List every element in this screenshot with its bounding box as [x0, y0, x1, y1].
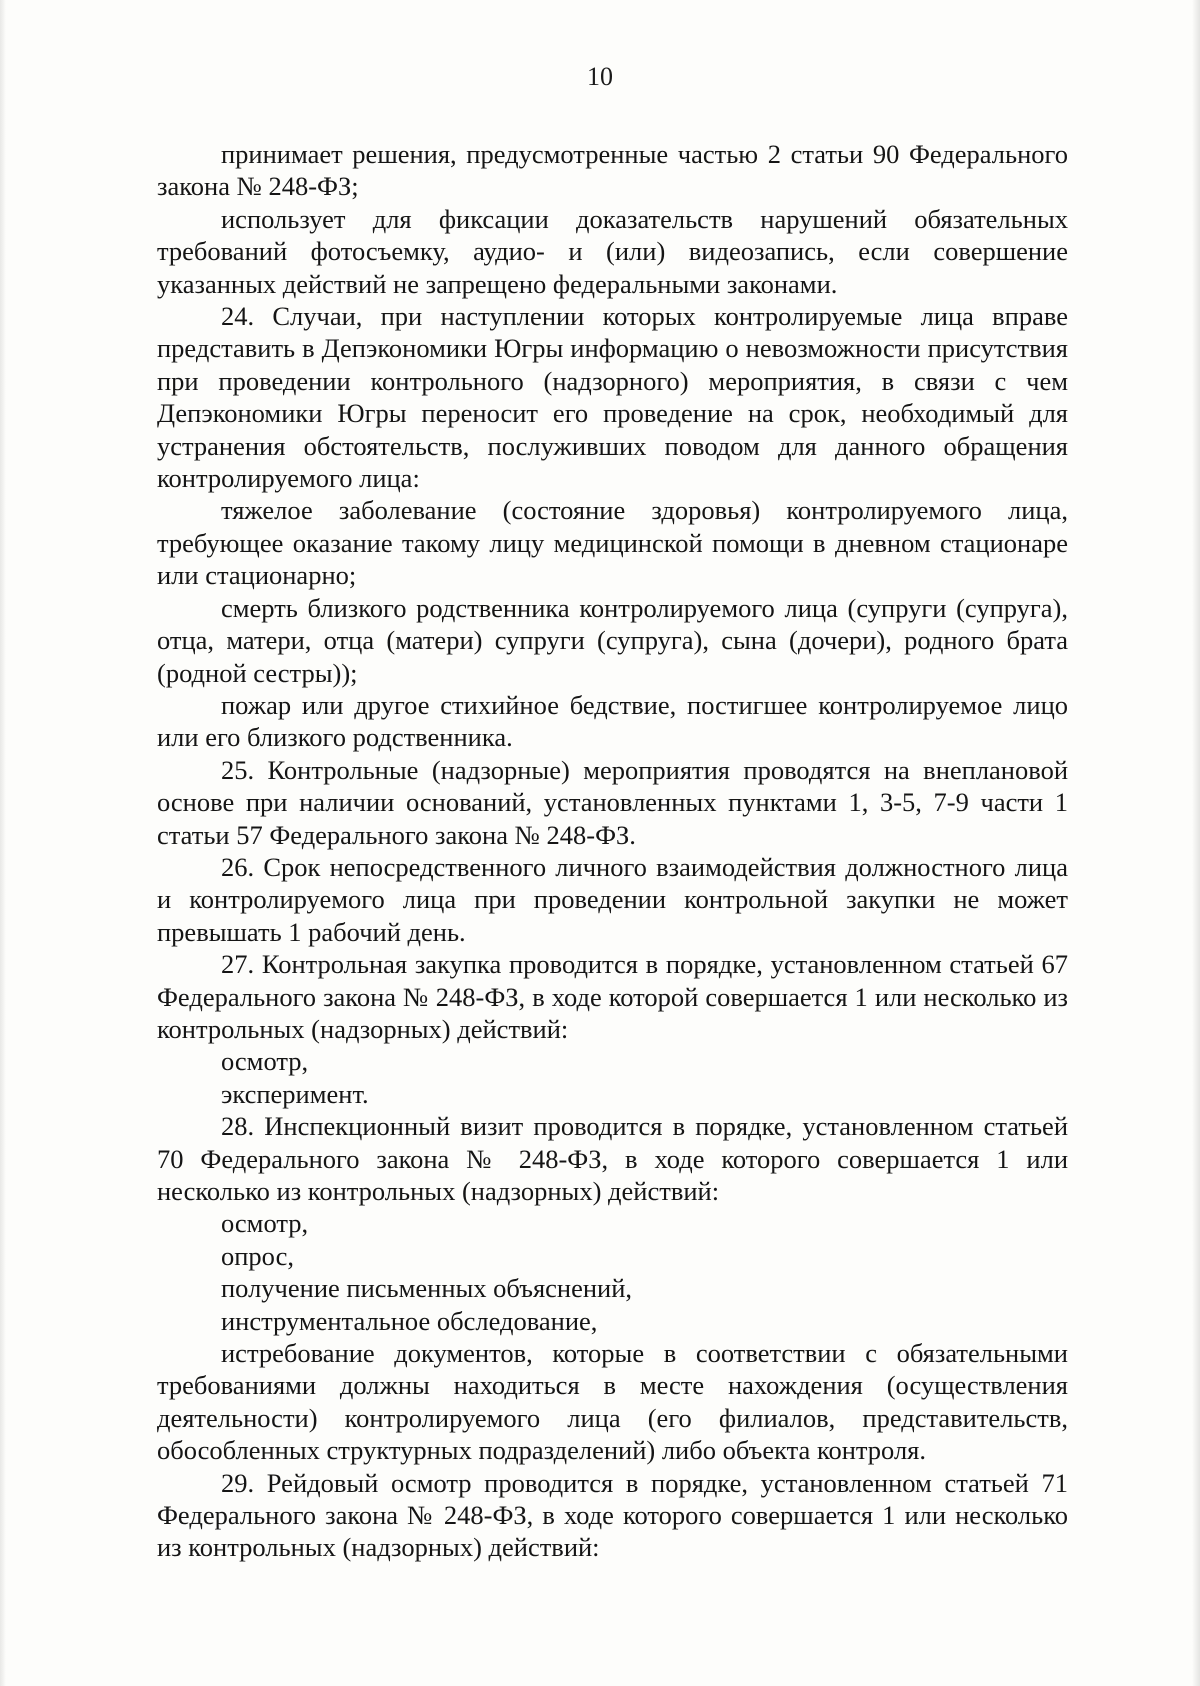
- list-item: получение письменных объяснений,: [221, 1273, 633, 1304]
- paragraph: 25. Контрольные (надзорные) мероприятия проводятся на внеплановой основе при наличии оснований, установленных пунктами 1, 3-5, 7-9 части 1 статьи 57 Федерального закона № 248-ФЗ.: [157, 754, 1068, 850]
- page-number: 10: [587, 62, 613, 91]
- paragraph: принимает решения, предусмотренные частью 2 статьи 90 Федерального закона № 248-ФЗ;: [157, 139, 1068, 202]
- document-body: [157, 138, 1068, 1564]
- paragraph: истребование документов, которые в соответствии с обязательными требованиями должны находиться в месте нахождения (осуществления деятельности) контролируемого лица (его филиалов, представительств, обособленных структурных подразделений) либо объекта контроля.: [157, 1338, 1068, 1466]
- list-item: осмотр,: [221, 1208, 309, 1239]
- paragraph: 27. Контрольная закупка проводится в порядке, установленном статьей 67 Федерального закона № 248-ФЗ, в ходе которой совершается 1 или несколько из контрольных (надзорных) действий:: [157, 949, 1068, 1044]
- paragraph: тяжелое заболевание (состояние здоровья) контролируемого лица, требующее оказание такому лицу медицинской помощи в дневном стационаре или стационарно;: [157, 495, 1068, 591]
- paragraph: 28. Инспекционный визит проводится в порядке, установленном статьей 70 Федерального закона № 248-ФЗ, в ходе которого совершается 1 или несколько из контрольных (надзорных) действий:: [157, 1111, 1068, 1206]
- scan-edge-right: [1192, 0, 1200, 1686]
- list-item: опрос,: [221, 1240, 294, 1271]
- paragraph: пожар или другое стихийное бедствие, постигшее контролируемое лицо или его близкого родственника.: [157, 689, 1068, 753]
- scan-edge-left: [0, 0, 6, 1686]
- paragraph: 26. Срок непосредственного личного взаимодействия должностного лица и контролируемого лица при проведении контрольной закупки не может превышать 1 рабочий день.: [157, 851, 1068, 947]
- list-item: осмотр,: [221, 1046, 309, 1077]
- paragraph: смерть близкого родственника контролируемого лица (супруги (супруга), отца, матери, отца (матери) супруги (супруга), сына (дочери), родного брата (родной сестры));: [157, 592, 1068, 688]
- paragraph: использует для фиксации доказательств нарушений обязательных требований фотосъемку, аудио- и (или) видеозапись, если совершение указанных действий не запрещено федеральными законами.: [157, 203, 1068, 299]
- paragraph: 29. Рейдовый осмотр проводится в порядке, установленном статьей 71 Федерального закона № 248-ФЗ, в ходе которого совершается 1 или несколько из контрольных (надзорных) действий:: [157, 1467, 1068, 1563]
- list-item: инструментальное обследование,: [221, 1305, 598, 1336]
- list-item: эксперимент.: [221, 1078, 369, 1109]
- paragraph: 24. Случаи, при наступлении которых контролируемые лица вправе представить в Депэкономики Югры информацию о невозможности присутствия при проведении контрольного (надзорного) мероприятия, в связи с чем Депэкономики Югры переносит его проведение на срок, необходимый для устранения обстоятельств, послуживших поводом для данного обращения контролируемого лица:: [157, 301, 1068, 494]
